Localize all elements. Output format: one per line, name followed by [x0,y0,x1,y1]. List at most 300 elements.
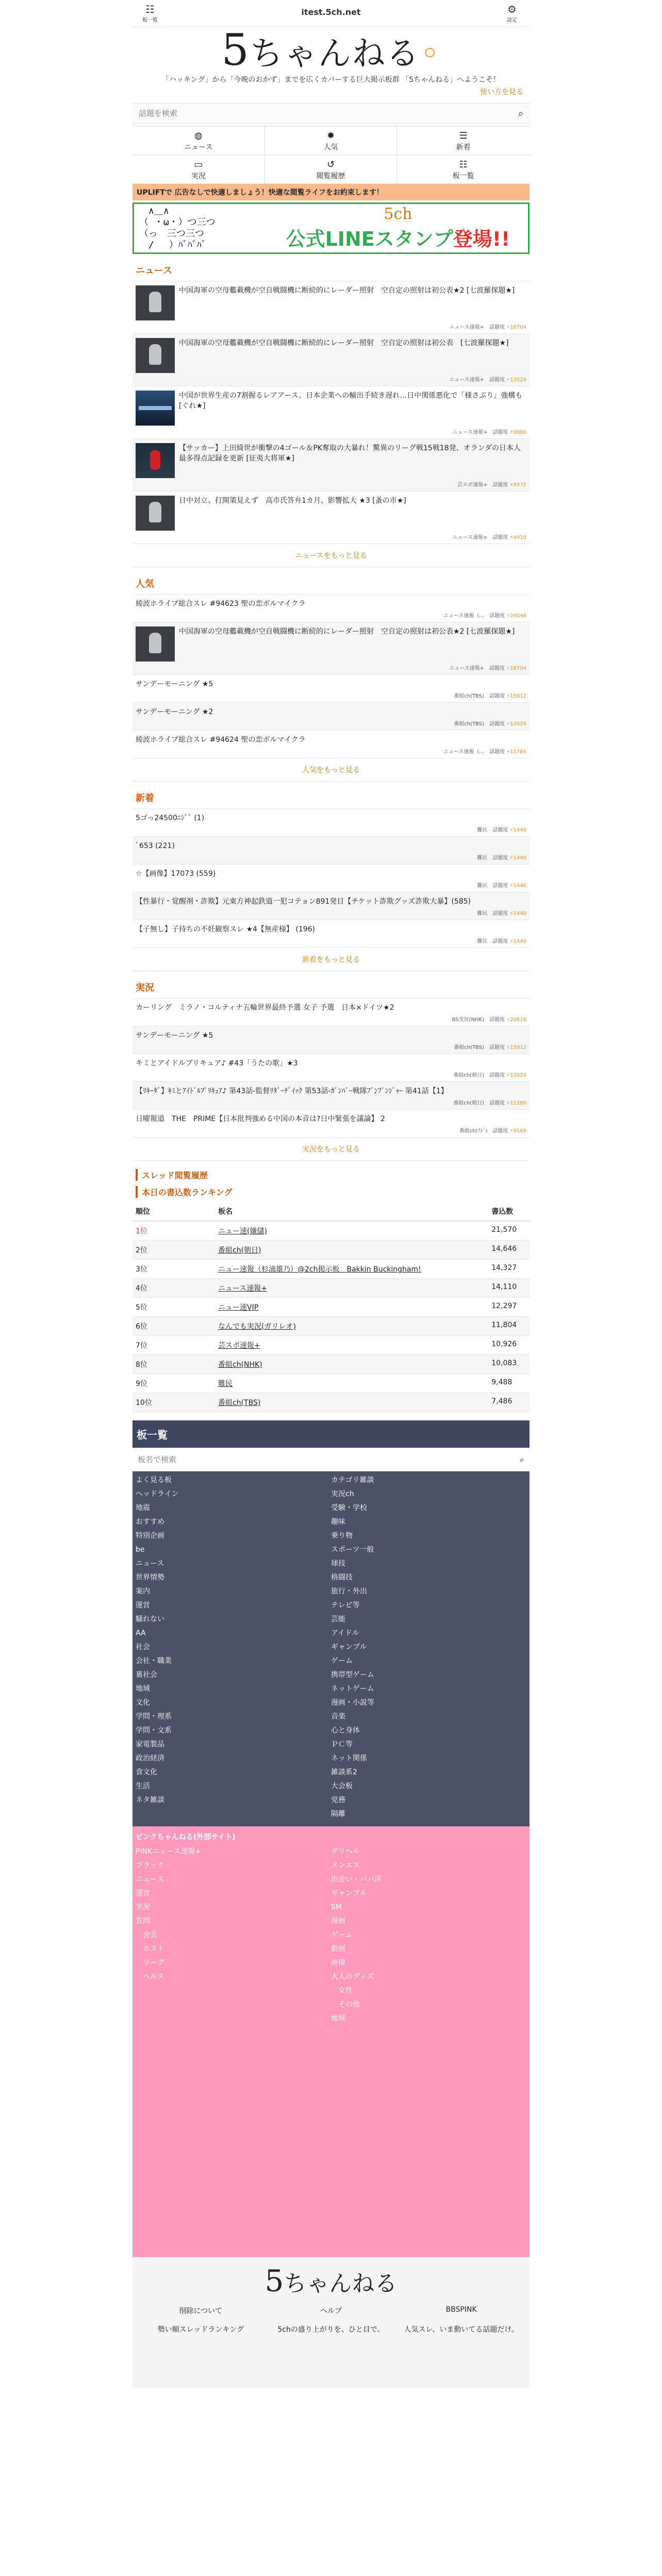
pink-category-link[interactable]: デリヘル [331,1848,360,1856]
board-categories [133,1471,529,1826]
popular-item-row [136,599,526,609]
pink-category-link[interactable]: 女性 [331,1987,353,1995]
nav-news[interactable] [133,126,265,155]
list-icon: ☰ [459,130,468,141]
item-source: BS実況(NHK) [452,1017,484,1023]
rank-board-cell [215,1336,488,1355]
newest-item-meta [136,853,526,861]
news-item[interactable] [133,491,529,544]
table-row [133,1279,529,1298]
pink-category-link[interactable]: ニュース [136,1875,164,1884]
item-source: ニュース速報+ [452,430,488,435]
item-score-label: 話題度 [492,482,508,488]
item-score-label: 話題度 [492,430,508,435]
live-section [133,976,529,1161]
board-category-link[interactable]: 携帯型ゲーム [331,1671,374,1679]
rank-board-link[interactable]: 番組ch(TBS) [218,1399,261,1407]
board-category-link[interactable]: アイドル [331,1629,359,1637]
live-item-meta [136,1071,526,1078]
rank-count: 14,327 [488,1260,529,1279]
pink-category-link[interactable]: ゲーム [331,1931,353,1939]
rank-board-cell [215,1221,488,1241]
thread-history-title[interactable]: スレッド閲覧履歴 [136,1169,526,1181]
item-score: 9980 [513,430,526,435]
newest-item[interactable] [133,836,529,864]
board-category-link[interactable]: 音楽 [331,1713,345,1721]
news-section-title: ニュース [136,265,173,276]
item-score-label: 話題度 [492,883,508,889]
popular-item[interactable] [133,594,529,622]
howto-link[interactable]: 使い方を見る [480,88,523,96]
live-item[interactable] [133,1109,529,1137]
nav-new[interactable] [397,126,529,155]
item-score-label: 話題度 [489,1100,505,1106]
footer-link-bbspink[interactable]: BBSPINK [445,2306,477,2314]
board-category-link[interactable]: ヘッドライン [136,1490,179,1498]
board-category-link[interactable]: 社会 [136,1643,150,1651]
ranking-header-pos: 順位 [133,1202,215,1221]
live-item[interactable] [133,1054,529,1081]
pink-category-link[interactable]: ギャンブル [331,1889,367,1897]
popular-item-meta [136,611,526,619]
popular-item-row [136,707,526,717]
live-item-title: サンデーモーニング ★5 [136,1031,213,1040]
board-category-link[interactable]: ゲーム [331,1657,353,1665]
nav-news-label: ニュース [184,143,213,151]
newest-item-row [136,869,526,879]
popular-item-meta [136,691,526,699]
popular-item-title: 中国海軍の空母艦載機が空自戦闘機に断続的にレーダー照射 空自定の照射は初公表★2 [七波羅探題★] [179,628,515,636]
board-category-link[interactable]: 受験・学校 [331,1504,367,1512]
board-category-link[interactable]: 特別企画 [136,1532,164,1540]
settings-shortcut[interactable] [496,3,527,23]
rank-count: 7,486 [488,1393,529,1412]
table-row [133,1241,529,1260]
thumbnail-figure [150,450,160,470]
pink-category-link[interactable]: 大人のグッズ [331,1973,374,1981]
board-category-link[interactable]: 学問・文系 [136,1726,172,1735]
board-category-link[interactable]: 趣味 [331,1518,345,1526]
nav-history-label: 閲覧履歴 [316,172,345,180]
table-row [133,1317,529,1336]
bolt-icon: ⚡ [508,911,514,917]
thumbnail-figure [149,292,161,312]
rank-position: 5位 [133,1298,215,1317]
bolt-icon: ⚡ [508,535,514,540]
rank-board-cell [215,1374,488,1393]
bolt-icon: ⚡ [504,693,510,699]
board-category-link[interactable]: 雑談系2 [331,1768,357,1776]
pink-category-link[interactable]: ブラック [136,1861,164,1870]
item-source: ニュース速報+ [452,535,488,540]
live-section-title: 実況 [136,982,154,993]
item-score: 16704 [510,325,526,330]
nav-popular[interactable] [265,126,398,155]
board-category-link[interactable]: スポーツ一般 [331,1546,374,1554]
rank-board-link[interactable]: 難民 [218,1380,233,1388]
live-item-row [136,1003,526,1013]
thumbnail-figure [149,502,161,522]
pink-category-link[interactable]: その他 [331,2001,360,2009]
item-score: 24046 [510,613,526,619]
board-category-link[interactable]: 家電製品 [136,1740,164,1749]
pink-category-link[interactable]: 地域 [331,2014,345,2023]
table-row [133,1221,529,1241]
item-score: 1440 [513,911,526,917]
bolt-icon: ⚡ [504,377,510,383]
nav-history[interactable] [265,155,398,184]
board-category-link[interactable]: ネットゲーム [331,1685,374,1693]
newest-item[interactable] [133,892,529,920]
live-item-title: カーリング ミラノ・コルティナ五輪世界最終予選 女子 予選 日本×ドイツ★2 [136,1004,394,1012]
item-source: 番組ch(ﾌｼﾞ) [459,1128,488,1134]
banner-line1: 5ch [384,205,412,223]
footer-logo[interactable] [136,2263,526,2298]
pink-category-link[interactable]: リーグ [136,1959,164,1967]
sitemap-icon: ☷ [459,159,468,170]
newest-item-row [136,841,526,851]
pink-category-link[interactable]: SM [331,1903,342,1911]
item-score: 15912 [510,1045,526,1050]
pink-category-link[interactable]: PINKニュース速報+ [136,1848,202,1856]
pink-category-link[interactable]: ヘルス [136,1973,164,1981]
rank-board-link[interactable]: ニュー速(嫌儲) [218,1227,267,1235]
newest-item[interactable] [133,920,529,947]
footer-link-trend[interactable]: 5chの盛り上がりを、ひと目で。 [277,2326,385,2334]
item-source: 難民 [477,939,488,944]
live-item-meta [136,1015,526,1023]
live-item-title: 【ﾘｷｰﾀﾞ】ｷﾐとｱｲﾄﾞﾙﾌﾟﾘｷｭｱ♪ 第43話-監督ﾘﾀﾞｰﾁﾞｲｯｸ 第53話-ｶﾞﾝﾊﾞｰ戦隊ﾌﾞﾝﾌﾞﾝｼﾞｬｰ 第41話【1】 [136,1087,448,1095]
item-score-label: 話題度 [489,1073,505,1078]
pink-category-link[interactable]: 動画 [331,1945,345,1953]
bolt-icon: ⚡ [508,827,514,833]
thumbnail-figure [139,406,172,410]
board-category-link[interactable]: AA [136,1629,146,1637]
item-score-label: 話題度 [489,377,505,383]
search-icon[interactable]: ⌕ [518,108,523,119]
live-item-meta [136,1098,526,1106]
newest-item-title: 【性暴行・覚醒剤・詐欺】元東方神起鉄道一犯コテョン891発目【チケット詐欺グッズ詐欺大暴】(585) [136,897,471,906]
popular-item[interactable] [133,674,529,702]
item-score: 15912 [510,693,526,699]
item-source: 番組ch(朝日) [453,1100,484,1106]
item-source: 番組ch(TBS) [454,1045,484,1050]
footer-link-help[interactable]: ヘルプ [320,2307,342,2315]
popular-more-link[interactable]: 人気をもっと見る [133,758,529,782]
board-category-link[interactable]: 騒れない [136,1615,164,1623]
board-category-link[interactable]: 地域 [136,1685,150,1693]
board-category-link[interactable]: 漫画・小説等 [331,1699,374,1707]
footer-link-thread-ranking[interactable]: 勢い順スレッドランキング [157,2326,244,2334]
board-category-link[interactable]: 世界情勢 [136,1573,164,1582]
tv-icon: ▭ [194,159,203,170]
board-category-link[interactable]: テレビ等 [331,1601,360,1609]
rank-position: 4位 [133,1279,215,1298]
thumbnail-image [136,338,175,373]
item-score-label: 話題度 [492,911,508,917]
nav-new-label: 新着 [456,143,471,151]
rank-board-cell [215,1298,488,1317]
footer-link-deletion[interactable]: 削除について [179,2307,223,2315]
newest-section-title: 新着 [136,793,154,804]
board-category-link[interactable]: be [136,1546,145,1554]
rank-position: 6位 [133,1317,215,1336]
news-section [133,259,529,567]
news-more-link[interactable]: ニュースをもっと見る [133,544,529,567]
board-category-link[interactable]: 文化 [136,1699,150,1707]
fire-icon: ✹ [326,130,335,141]
bolt-icon: ⚡ [508,430,514,435]
rank-board-link[interactable]: ニュー速VIP [218,1303,259,1312]
board-category-link[interactable]: 食文化 [136,1768,157,1776]
item-score: 9372 [513,482,526,488]
newest-item-meta [136,909,526,917]
item-score-label: 話題度 [489,613,505,619]
popular-item-row [136,679,526,689]
popular-item-meta [136,664,526,671]
newest-item-row [136,924,526,935]
bolt-icon: ⚡ [508,482,514,488]
pink-category-link[interactable]: メンエス [331,1861,360,1870]
footer [133,2257,529,2388]
rank-board-link[interactable]: ニュー速報（杉浦雄乃）@2ch掲示板 Bakkin Buckingham! [218,1265,421,1274]
board-category-link[interactable]: おすすめ [136,1518,165,1526]
news-item-row [136,391,526,426]
board-category-link[interactable]: 生活 [136,1782,150,1790]
popular-item-title: 綾波ホライブ総合スレ #94623 聖の恋ボルマイクラ [136,600,306,608]
bolt-icon: ⚡ [504,325,510,330]
item-source: ニュース速報（... [443,749,484,755]
rank-count: 10,083 [488,1355,529,1374]
footer-logo-text: ちゃんねる [284,2270,398,2297]
board-list-shortcut-label: 板一覧 [142,18,158,23]
popular-item-meta [136,719,526,727]
board-category-link[interactable]: ギャンブル [331,1643,367,1651]
item-score: 16704 [510,666,526,671]
thumbnail-figure [149,344,161,365]
board-category-link[interactable]: 芸能 [331,1615,345,1623]
history-icon: ↺ [326,159,335,170]
news-item[interactable] [133,333,529,386]
board-category-link[interactable]: ニュース [136,1560,164,1568]
board-category-link[interactable]: ＰＣ等 [331,1740,353,1749]
news-item-meta [136,533,526,540]
table-row [133,1336,529,1355]
popular-item[interactable] [133,730,529,758]
newest-section [133,787,529,971]
pink-category-link[interactable]: 漫画 [331,1917,345,1925]
news-item[interactable] [133,438,529,491]
newest-item-title: ☆【画像】17073 (559) [136,870,216,878]
popular-item-meta [136,747,526,755]
item-score-label: 話題度 [492,535,508,540]
newest-item[interactable] [133,864,529,892]
board-category-link[interactable]: 球技 [331,1560,345,1568]
popular-item-row [136,626,526,662]
rank-count: 12,297 [488,1298,529,1317]
news-item-row [136,285,526,320]
rank-board-link[interactable]: 番組ch(NHK) [218,1361,262,1369]
item-score: 11784 [510,749,526,755]
table-row [133,1374,529,1393]
live-more-link[interactable]: 実況をもっと見る [133,1137,529,1161]
news-item-meta [136,323,526,330]
live-item-title: 日曜報道 THE PRIME【日本批判強める中国の本音は?日中緊張を議論】 2 [136,1115,385,1123]
popular-section [133,572,529,782]
item-score: 1440 [513,883,526,889]
newest-item-title: 5ゴっ24500ﾆｼﾞﾞ (1) [136,814,205,822]
live-item-row [136,1058,526,1069]
news-item[interactable] [133,386,529,438]
bolt-icon: ⚡ [504,666,510,671]
pink-channel-section [133,1826,529,2257]
live-item-title: キミとアイドルプリキュア♪ #43「うたの歌」★3 [136,1059,298,1067]
live-item-row [136,1086,526,1096]
item-score: 12024 [510,721,526,727]
board-category-link[interactable]: 会社・職業 [136,1657,172,1665]
rank-position: 1位 [133,1221,215,1241]
nav-live[interactable] [133,155,265,184]
bolt-icon: ⚡ [504,613,510,619]
live-item-row [136,1030,526,1041]
board-search [133,1448,529,1471]
item-score-label: 話題度 [492,855,508,861]
newest-item-row [136,813,526,823]
pink-category-link[interactable]: 運営 [136,1889,150,1897]
board-category-link[interactable]: 格闘技 [331,1573,353,1582]
board-category-link[interactable]: 裏社会 [136,1671,157,1679]
popular-item[interactable] [133,702,529,730]
news-item-row [136,443,526,478]
item-score: 12024 [510,377,526,383]
item-source: 芸スポ速報+ [457,482,488,488]
news-item-title: 日中対立、打開策見えず 高市氏答弁1カ月、影響拡大 ★3 [蚤の市★] [179,497,406,505]
live-item[interactable] [133,1081,529,1109]
rank-position: 9位 [133,1374,215,1393]
item-source: 難民 [477,827,488,833]
board-category-link[interactable]: 乗り物 [331,1532,353,1540]
live-item[interactable] [133,1026,529,1054]
banner-line2b: 登場!! [453,228,510,250]
newest-item-meta [136,881,526,889]
live-item[interactable] [133,998,529,1026]
live-item-meta [136,1126,526,1134]
search-icon[interactable]: ⌕ [520,1454,524,1464]
topic-search-input[interactable] [139,109,518,118]
board-category-link[interactable]: 学問・理系 [136,1713,172,1721]
board-category-link[interactable]: ネット関係 [331,1754,367,1762]
pink-channel-title[interactable]: ピンクちゃんねる(外部サイト) [136,1833,236,1841]
item-score-label: 話題度 [489,666,505,671]
rank-count: 11,804 [488,1317,529,1336]
bolt-icon: ⚡ [508,855,514,861]
item-score: 9168 [513,1128,526,1134]
newest-item-meta [136,825,526,833]
boards-title: 板一覧 [133,1420,529,1448]
pink-category-link[interactable]: 出会い・パパ活 [331,1875,382,1884]
news-item[interactable] [133,281,529,333]
rank-count: 14,646 [488,1241,529,1260]
board-category-link[interactable]: カテゴリ雑談 [331,1476,374,1484]
ranking-header-count: 書込数 [488,1202,529,1221]
rank-board-link[interactable]: 芸スポ速報+ [218,1342,260,1350]
bolt-icon: ⚡ [504,749,510,755]
rank-board-link[interactable]: ニュース速報+ [218,1284,268,1293]
board-category-link[interactable]: 大会板 [331,1782,353,1790]
table-row [133,1260,529,1279]
live-item-row [136,1114,526,1124]
pink-category-link[interactable]: 実況 [136,1903,150,1911]
item-score: 12024 [510,1073,526,1078]
board-search-input[interactable] [138,1455,520,1464]
banner-line2a: 公式LINEスタンプ [286,228,453,250]
item-score: 1440 [513,827,526,833]
footer-link-popular[interactable]: 人気スレ、いま動いてる話題だけ。 [404,2326,519,2334]
pink-category-link[interactable]: ホスト [136,1945,164,1953]
pink-category-link[interactable]: 会長 [136,1931,157,1939]
nav-boards-label: 板一覧 [452,172,474,180]
thumbnail-image [136,285,175,320]
page [133,0,529,2576]
board-category-link[interactable]: 運営 [136,1601,150,1609]
board-category-link[interactable]: ネタ雑談 [136,1796,164,1804]
bolt-icon: ⚡ [504,1045,510,1050]
board-category-link[interactable]: 旅行・外出 [331,1587,367,1596]
popular-item[interactable] [133,622,529,674]
board-category-link[interactable]: 心と身体 [331,1726,360,1735]
logo-five: 5 [221,25,250,75]
popular-item-title: サンデーモーニング ★2 [136,708,213,716]
news-item-title: 中国海軍の空母艦載機が空自戦闘機に断続的にレーダー照射 空自定の照射は初公表★2 [七波羅探題★] [179,286,515,295]
thumbnail-image [136,391,175,426]
thumbnail-image [136,496,175,531]
bolt-icon: ⚡ [504,1017,510,1023]
pink-category-link[interactable]: 質問 [136,1917,150,1925]
board-category-link[interactable]: 案内 [136,1587,150,1596]
board-category-link[interactable]: 政治経済 [136,1754,164,1762]
news-item-title: 中国海軍の空母艦載機が空自戦闘機に断続的にレーダー照射 空自定の照射は初公表 [七波羅探題★] [179,339,509,347]
newest-item[interactable] [133,808,529,836]
board-category-link[interactable]: 地震 [136,1504,150,1512]
footer-logo-five: 5 [264,2263,284,2298]
board-category-link[interactable]: 隔離 [331,1810,345,1818]
settings-shortcut-label: 設定 [507,18,517,23]
logo-dot: ◦ [420,35,441,73]
site-title[interactable]: itest.5ch.net [301,7,361,17]
board-category-link[interactable]: 実況ch [331,1490,354,1498]
rank-board-link[interactable]: なんでも実況(ガリレオ) [218,1323,296,1331]
pink-category-link[interactable]: 画像 [331,1959,345,1967]
nav-boards[interactable] [397,155,529,184]
line-stamp-banner[interactable] [133,202,529,254]
item-score: 4810 [513,535,526,540]
rank-board-link[interactable]: 番組ch(朝日) [218,1246,261,1255]
board-category-link[interactable]: よく見る板 [136,1476,172,1484]
rank-board-cell [215,1393,488,1412]
rank-count: 9,488 [488,1374,529,1393]
bolt-icon: ⚡ [504,1100,510,1106]
ascii-art: ∧＿∧ （ ・ω・）つ三つ （っ 三つ三つ / ）ﾊﾞﾊﾞﾊﾞ [139,206,216,250]
item-score-label: 話題度 [492,939,508,944]
board-category-link[interactable]: 党務 [331,1796,345,1804]
newest-more-link[interactable]: 新着をもっと見る [133,947,529,971]
uplift-promo[interactable]: UPLIFTで 広告なしで快適しましょう！快適な閲覧ライフをお約束します！ [133,184,529,200]
tagline: 「ハッキング」から「今晩のおかず」までを広くカバーする巨大掲示板群 「5ちゃんねる」へようこそ！ [161,76,501,84]
item-score-label: 話題度 [489,325,505,330]
logo[interactable] [133,27,529,73]
newest-item-row [136,896,526,907]
item-score-label: 話題度 [489,1017,505,1023]
